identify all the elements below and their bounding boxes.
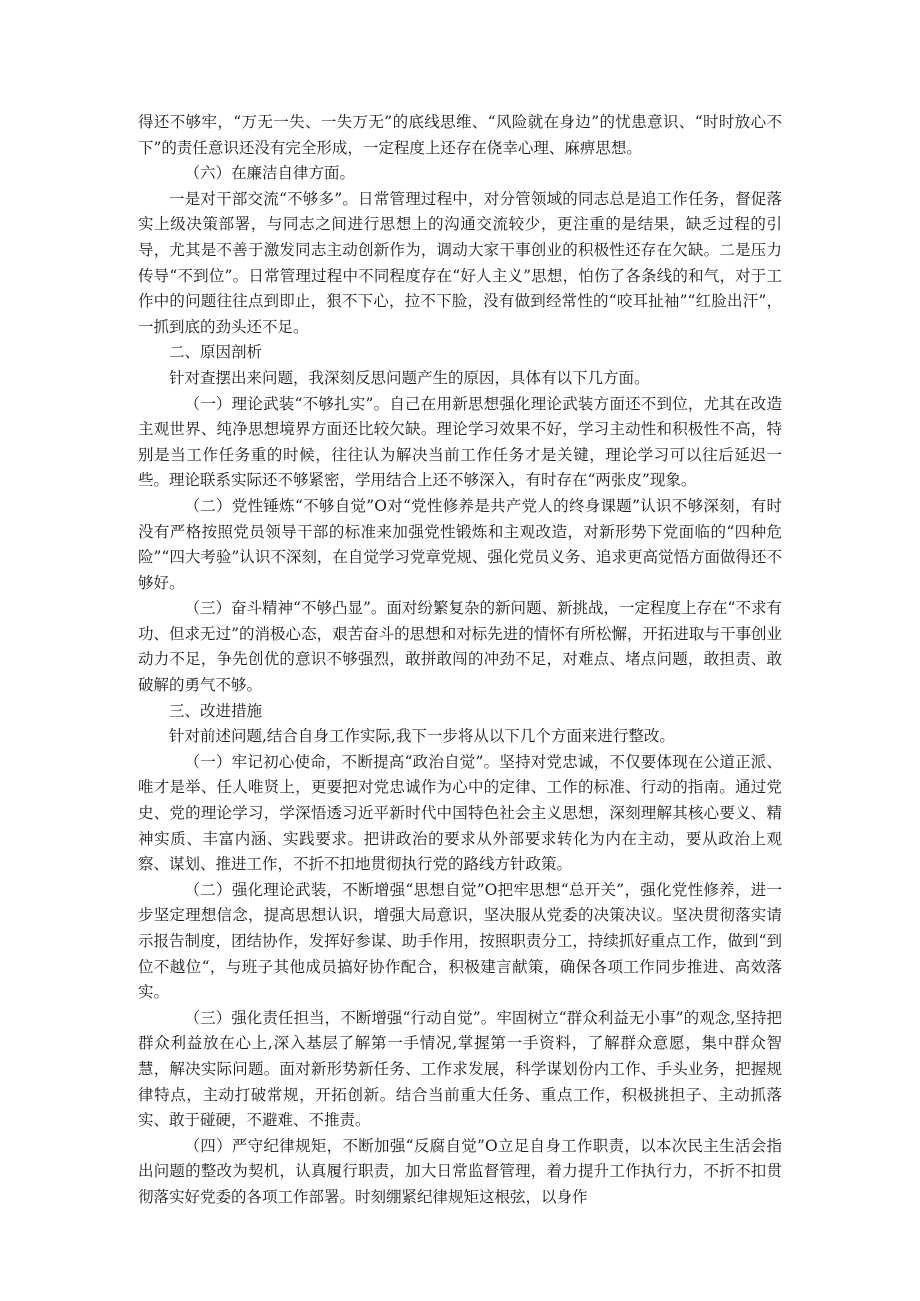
paragraph-political-consciousness: （一）牢记初心使命，不断提高“政治自觉”。坚持对党忠诚，不仅要体现在公道正派、唯才是举、任人唯贤上，更要把对党忠诚作为心中的定律、工作的标准、行动的指南。通过党史、党的理论学习，学深悟透习近平新时代中国特色社会主义思想，深刻理解其核心要义、精神实质、丰富内涵、实践要求。把讲政治的要求从外部要求转化为内在主动，要从政治上观察、谋划、推进工作，不折不扣地贯彻执行党的路线方针政策。 (138, 752, 782, 874)
section-heading-improvement-measures: 三、改进措施 (169, 701, 263, 720)
paragraph-theory-armament: （一）理论武装“不够扎实”。自己在用新思想强化理论武装方面还不到位，尤其在改造主观世界、纯净思想境界方面还比较欠缺。理论学习效果不好，学习主动性和积极性不高，特别是当工作任务重的时候，往往认为解决当前工作任务才是关键，理论学习可以往后延迟一些。理论联系实际还不够紧密，学用结合上还不够深入，有时存在“两张皮”现象。 (138, 394, 782, 490)
paragraph-anticorruption-consciousness: （四）严守纪律规矩，不断加强“反腐自觉”O立足自身工作职责，以本次民主生活会指出问题的整改为契机，认真履行职责，加大日常监督管理，着力提升工作执行力，不折不扣贯彻落实好党委的各项工作部署。时刻绷紧纪律规矩这根弦，以身作 (138, 1136, 782, 1206)
document-page (138, 110, 782, 1211)
paragraph-struggle-spirit: （三）奋斗精神“不够凸显”。面对纷繁复杂的新问题、新挑战，一定程度上存在“不求有功、但求无过”的消极心态，艰苦奋斗的思想和对标先进的情怀有所松懈，开拓进取与干事创业动力不足，争先创优的意识不够强烈，敢拼敢闯的冲劲不足，对难点、堵点问题，敢担责、敢破解的勇气不够。 (138, 599, 782, 695)
paragraph-bottomline-thinking: 得还不够牢，“万无一失、一失万无”的底线思维、“风险就在身边”的忧患意识、“时时放心不下”的责任意识还没有完全形成，一定程度上还存在侥幸心理、麻痹思想。 (138, 113, 782, 157)
paragraph-cadre-communication: 一是对干部交流“不够多”。日常管理过程中，对分管领域的同志总是追工作任务，督促落实上级决策部署，与同志之间进行思想上的沟通交流较少，更注重的是结果，缺乏过程的引导，尤其是不善于激发同志主动创新作为，调动大家干事创业的积极性还存在欠缺。二是压力传导“不到位”。日常管理过程中不同程度存在“好人主义”思想，怕伤了各条线的和气，对于工作中的问题往往点到即止，狠不下心，拉不下脸，没有做到经常性的“咬耳扯袖”“红脸出汗”，一抓到底的劲头还不足。 (138, 189, 782, 336)
paragraph-ideological-consciousness: （二）强化理论武装，不断增强“思想自觉”O把牢思想“总开关”，强化党性修养，进一步坚定理想信念，提高思想认识，增强大局意识，坚决服从党委的决策决议。坚决贯彻落实请示报告制度，团结协作，发挥好参谋、助手作用，按照职责分工，持续抓好重点工作，做到“到位不越位“，与班子其他成员搞好协作配合，积极建言献策，确保各项工作同步推进、高效落实。 (138, 880, 782, 1002)
heading-integrity-self-discipline: （六）在廉洁自律方面。 (184, 164, 356, 183)
paragraph-party-spirit: （二）党性锤炼“不够自觉”O对“党性修养是共产党人的终身课题”认识不够深刻，有时没有严格按照党员领导干部的标准来加强党性锻炼和主观改造，对新形势下党面临的“四种危险”“四大考验”认识不深刻，在自觉学习党章党规、强化党员义务、追求更高觉悟方面做得还不够好。 (138, 496, 782, 592)
paragraph-cause-intro: 针对查摆出来问题，我深刻反思问题产生的原因，具体有以下几方面。 (169, 368, 650, 387)
paragraph-measures-intro: 针对前述问题,结合自身工作实际,我下一步将从以下几个方面来进行整改。 (169, 727, 675, 746)
paragraph-action-consciousness: （三）强化责任担当，不断增强“行动自觉”。牢固树立“群众利益无小事”的观念,坚持把群众利益放在心上,深入基层了解第一手情况,掌握第一手资料，了解群众意愿，集中群众智慧，解决实际问题。面对新形势新任务、工作求发展，科学谋划份内工作、手头业务，把握规律特点，主动打破常规，开拓创新。结合当前重大任务、重点工作，积极挑担子、主动抓落实、敢于碰硬，不避难、不推责。 (138, 1008, 782, 1130)
section-heading-cause-analysis: 二、原因剖析 (169, 343, 263, 362)
